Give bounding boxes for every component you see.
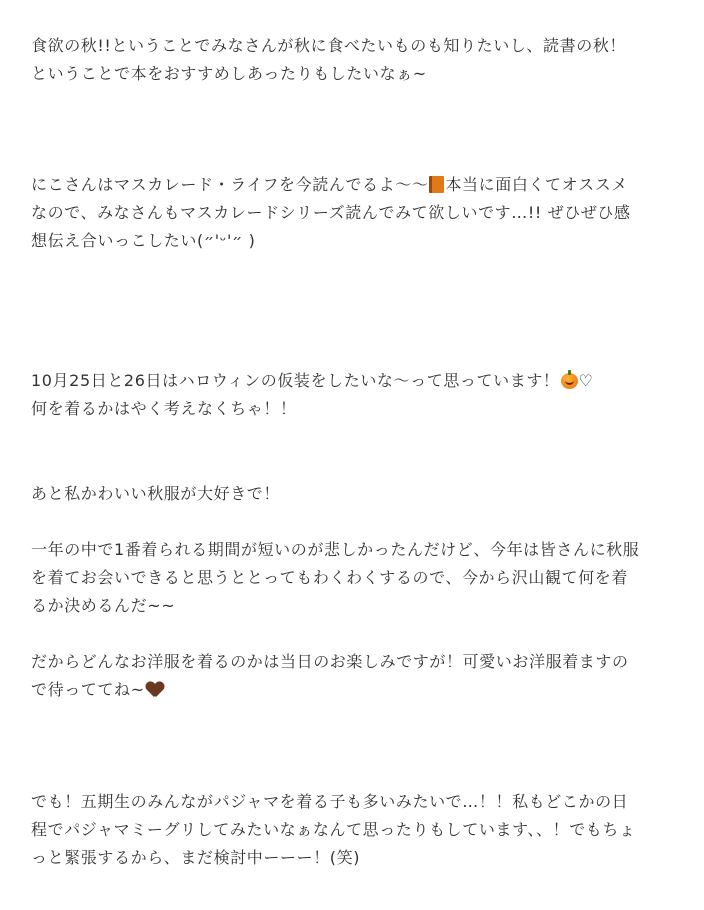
- text-line: なので、みなさんもマスカレードシリーズ読んでみて欲しいです…!! ぜひぜひ感: [31, 203, 631, 222]
- paragraph-autumn-clothes: [31, 480, 661, 508]
- text-line: を着てお会いできると思うととってもわくわくするので、今から沢山観て何を着: [31, 568, 628, 587]
- text-segment: ♡: [578, 371, 594, 390]
- text-line: だからどんなお洋服を着るのかは当日のお楽しみですが！可愛いお洋服着ますの: [31, 652, 629, 671]
- paragraph-outfit-surprise: [31, 648, 661, 704]
- text-line: [31, 367, 661, 395]
- paragraph-halloween: [31, 367, 661, 423]
- text-line: 想伝え合いっこしたい(״'ᵕ'״ ): [31, 231, 256, 250]
- book-icon: [429, 176, 444, 193]
- paragraph-short-season: [31, 536, 661, 620]
- paragraph-book-recommendation: [31, 171, 661, 255]
- text-segment: にこさんはマスカレード・ライフを今読んでるよ〜〜: [31, 175, 429, 194]
- pumpkin-icon: [561, 373, 578, 389]
- text-line: 一年の中で1番着られる期間が短いのが悲しかったんだけど、今年は皆さんに秋服: [31, 540, 640, 559]
- text-line: でも！五期生のみんながパジャマを着る子も多いみたいで…！！私もどこかの日: [31, 792, 629, 811]
- text-line: っと緊張するから、まだ検討中ーーー！(笑): [31, 848, 361, 867]
- text-line: 食欲の秋!!ということでみなさんが秋に食べたいものも知りたいし、読書の秋！: [31, 36, 627, 55]
- text-line: 何を着るかはやく考えなくちゃ！！: [31, 399, 297, 418]
- paragraph-pajama-meet: [31, 788, 661, 872]
- text-segment: で待っててね~: [31, 680, 145, 699]
- text-line: ということで本をおすすめしあったりもしたいなぁ~: [31, 64, 427, 83]
- text-segment: 本当に面白くてオススメ: [445, 175, 628, 194]
- paragraph-autumn-food-reading: [31, 32, 661, 88]
- text-line: 程でパジャマミーグリしてみたいなぁなんて思ったりもしています、、！でもちょ: [31, 820, 636, 839]
- text-line: あと私かわいい秋服が大好きで！: [31, 484, 281, 503]
- text-line: [31, 171, 661, 199]
- text-line: [31, 676, 661, 704]
- brown-heart-icon: [146, 681, 164, 698]
- text-line: るか決めるんだ~~: [31, 596, 176, 615]
- text-segment: 10月25日と26日はハロウィンの仮装をしたいな〜って思っています！: [31, 371, 560, 390]
